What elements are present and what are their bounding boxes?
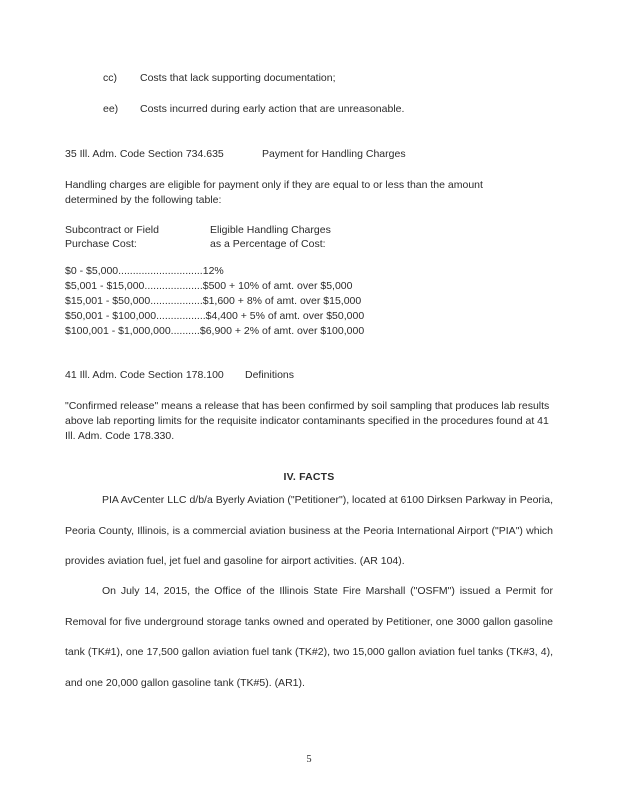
table-row: $15,001 - $50,000..................$1,600 + 8% of amt. over $15,000 bbox=[65, 295, 362, 307]
table-row: $100,001 - $1,000,000..........$6,900 + 2% of amt. over $100,000 bbox=[65, 325, 365, 337]
section-intro: Handling charges are eligible for payment only if they are equal to or less than the amount determined by the following table: bbox=[65, 179, 483, 206]
section-title: Definitions bbox=[245, 369, 295, 381]
table-row: $5,001 - $15,000....................$500 + 10% of amt. over $5,000 bbox=[65, 280, 353, 292]
facts-paragraph: On July 14, 2015, the Office of the Illinois State Fire Marshall ("OSFM") issued a Permit for Removal for five underground storage tanks owned and operated by Petitioner, one 3000 gallon gasoline tank (TK#1), one 17,500 gallon aviation fuel tank (TK#2), two 15,000 gallon aviation fuel tanks (TK#3, 4), and one 20,000 gallon gasoline tank (TK#5). (AR1). bbox=[65, 585, 553, 689]
table-header-charges: as a Percentage of Cost: bbox=[210, 238, 326, 250]
definition-paragraph: "Confirmed release" means a release that has been confirmed by soil sampling that produces lab results above lab reporting limits for the requisite indicator contaminants specified in the procedures found at 41 Ill. Adm. Code 178.330. bbox=[65, 400, 550, 442]
table-row: $0 - $5,000.............................12% bbox=[65, 265, 224, 277]
table-header-cost: Subcontract or Field bbox=[65, 224, 159, 236]
table-header-charges: Eligible Handling Charges bbox=[210, 224, 331, 236]
page-number: 5 bbox=[306, 754, 312, 765]
section-citation: 35 Ill. Adm. Code Section 734.635 bbox=[65, 148, 224, 160]
section-citation: 41 Ill. Adm. Code Section 178.100 bbox=[65, 369, 224, 381]
section-title: Payment for Handling Charges bbox=[262, 148, 406, 160]
facts-paragraph: PIA AvCenter LLC d/b/a Byerly Aviation ("Petitioner"), located at 6100 Dirksen Parkway in Peoria, Peoria County, Illinois, is a commercial aviation business at the Peoria International Airport ("PIA") which provides aviation fuel, jet fuel and gasoline for airport activities. (AR 104). bbox=[65, 494, 553, 567]
list-item-text: Costs incurred during early action that are unreasonable. bbox=[140, 103, 405, 115]
list-item-label: cc) bbox=[103, 72, 117, 84]
list-item-text: Costs that lack supporting documentation; bbox=[140, 72, 336, 84]
list-item-label: ee) bbox=[103, 103, 119, 115]
table-row: $50,001 - $100,000.................$4,400 + 5% of amt. over $50,000 bbox=[65, 310, 365, 322]
table-header-cost: Purchase Cost: bbox=[65, 238, 137, 250]
section-heading: IV. FACTS bbox=[283, 471, 335, 483]
